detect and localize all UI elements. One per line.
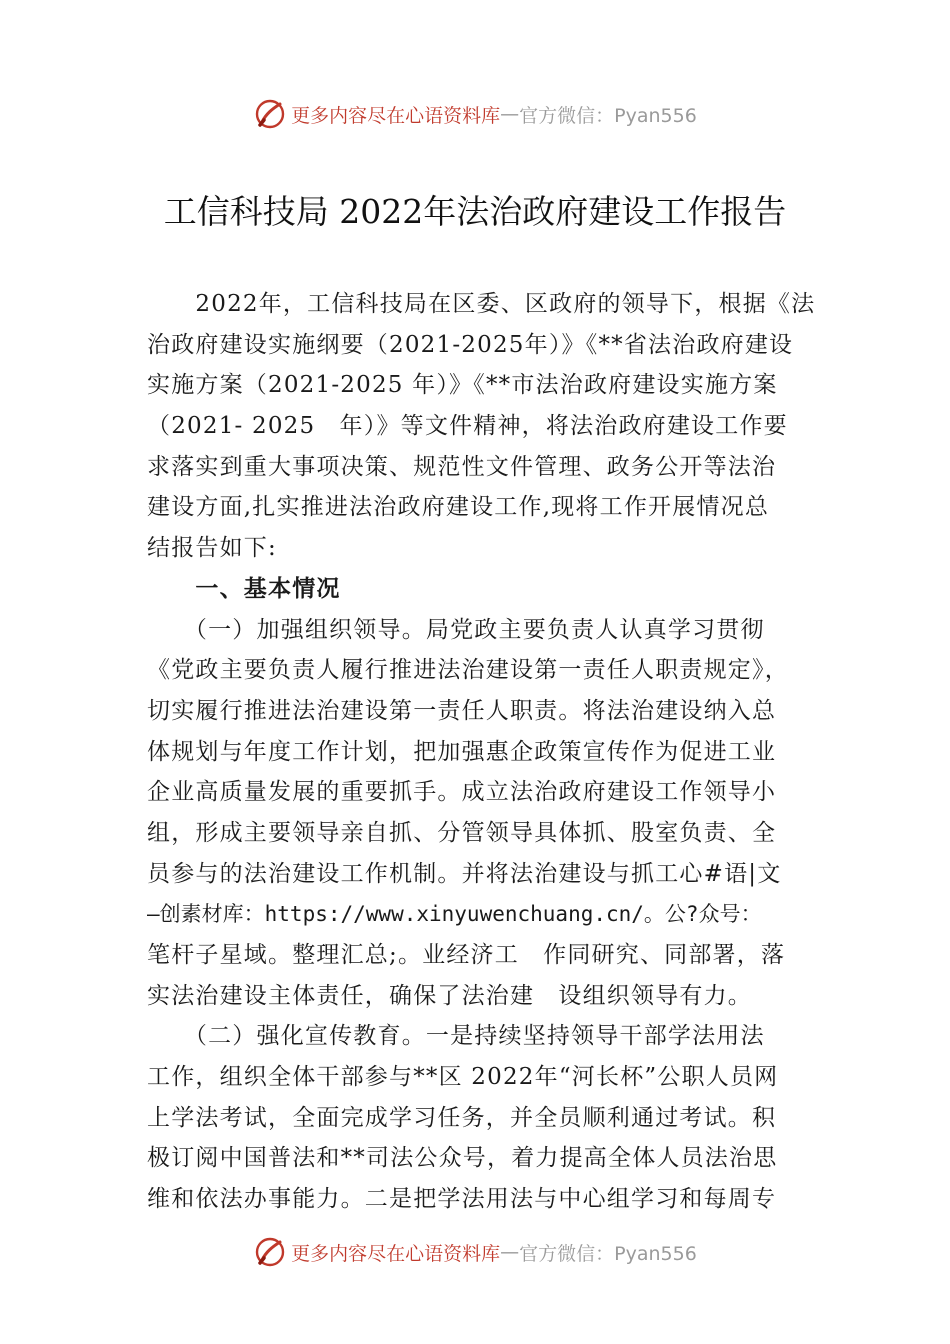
document-title: 工信科技局 2022年法治政府建设工作报告 bbox=[163, 192, 787, 231]
banner-separator: — bbox=[500, 1241, 520, 1263]
banner-wechat: 官方微信：Pyan556 bbox=[519, 1242, 697, 1265]
paragraph-line: 维和依法办事能力。二是把学法用法与中心组学习和每周专 bbox=[147, 1186, 777, 1213]
paragraph-line: 企业高质量发展的重要抓手。成立法治政府建设工作领导小 bbox=[147, 779, 777, 806]
banner-text: 更多内容尽在心语资料库 bbox=[291, 104, 501, 127]
header-banner bbox=[0, 94, 950, 134]
brush-logo-icon bbox=[253, 97, 287, 131]
banner-separator: — bbox=[500, 103, 520, 125]
banner-text: 更多内容尽在心语资料库 bbox=[291, 1242, 501, 1265]
paragraph-line: （二）强化宣传教育。一是持续坚持领导干部学法用法 bbox=[147, 1023, 765, 1050]
section-heading: 一、基本情况 bbox=[147, 575, 341, 602]
paragraph-line: 员参与的法治建设工作机制。并将法治建设与抓工心#语|文 bbox=[147, 860, 782, 887]
paragraph-line: （2021- 2025 年）》等文件精神，将法治政府建设工作要 bbox=[147, 413, 788, 440]
paragraph-line: （一）加强组织领导。局党政主要负责人认真学习贯彻 bbox=[147, 616, 765, 643]
footer-banner bbox=[0, 1232, 950, 1272]
paragraph-line: 组，形成主要领导亲自抓、分管领导具体抓、股室负责、全 bbox=[147, 819, 777, 846]
paragraph-line: 治政府建设实施纲要（2021-2025年）》《**省法治政府建设 bbox=[147, 331, 794, 358]
paragraph-line: 切实履行推进法治建设第一责任人职责。将法治建设纳入总 bbox=[147, 697, 777, 724]
paragraph-line: 笔杆子星域。整理汇总;。业经济工 作同研究、同部署，落 bbox=[147, 942, 786, 968]
paragraph-line: 《党政主要负责人履行推进法治建设第一责任人职责规定》， bbox=[147, 657, 789, 684]
paragraph-line: 建设方面,扎实推进法治政府建设工作,现将工作开展情况总 bbox=[147, 494, 770, 521]
brush-logo-icon bbox=[253, 1235, 287, 1269]
paragraph-line: —创素材库：https://www.xinyuwenchuang.cn/。公?众号： bbox=[147, 902, 762, 927]
paragraph-line: 工作，组织全体干部参与**区 2022年“河长杯”公职人员网 bbox=[147, 1064, 779, 1091]
paragraph-line: 2022年，工信科技局在区委、区政府的领导下，根据《法 bbox=[147, 291, 816, 317]
paragraph-line: 结报告如下: bbox=[147, 535, 277, 562]
paragraph-line: 体规划与年度工作计划，把加强惠企政策宣传作为促进工业 bbox=[147, 738, 777, 765]
paragraph-line: 实法治建设主体责任，确保了法治建 设组织领导有力。 bbox=[147, 982, 752, 1009]
paragraph-line: 上学法考试，全面完成学习任务，并全员顺利通过考试。积 bbox=[147, 1104, 777, 1131]
paragraph-line: 求落实到重大事项决策、规范性文件管理、政务公开等法治 bbox=[147, 453, 777, 480]
paragraph-line: 极订阅中国普法和**司法公众号，着力提高全体人员法治思 bbox=[147, 1145, 778, 1172]
document-body bbox=[147, 284, 816, 1220]
paragraph-line: 实施方案（2021-2025 年）》《**市法治政府建设实施方案 bbox=[147, 372, 778, 399]
banner-wechat: 官方微信：Pyan556 bbox=[519, 104, 697, 127]
